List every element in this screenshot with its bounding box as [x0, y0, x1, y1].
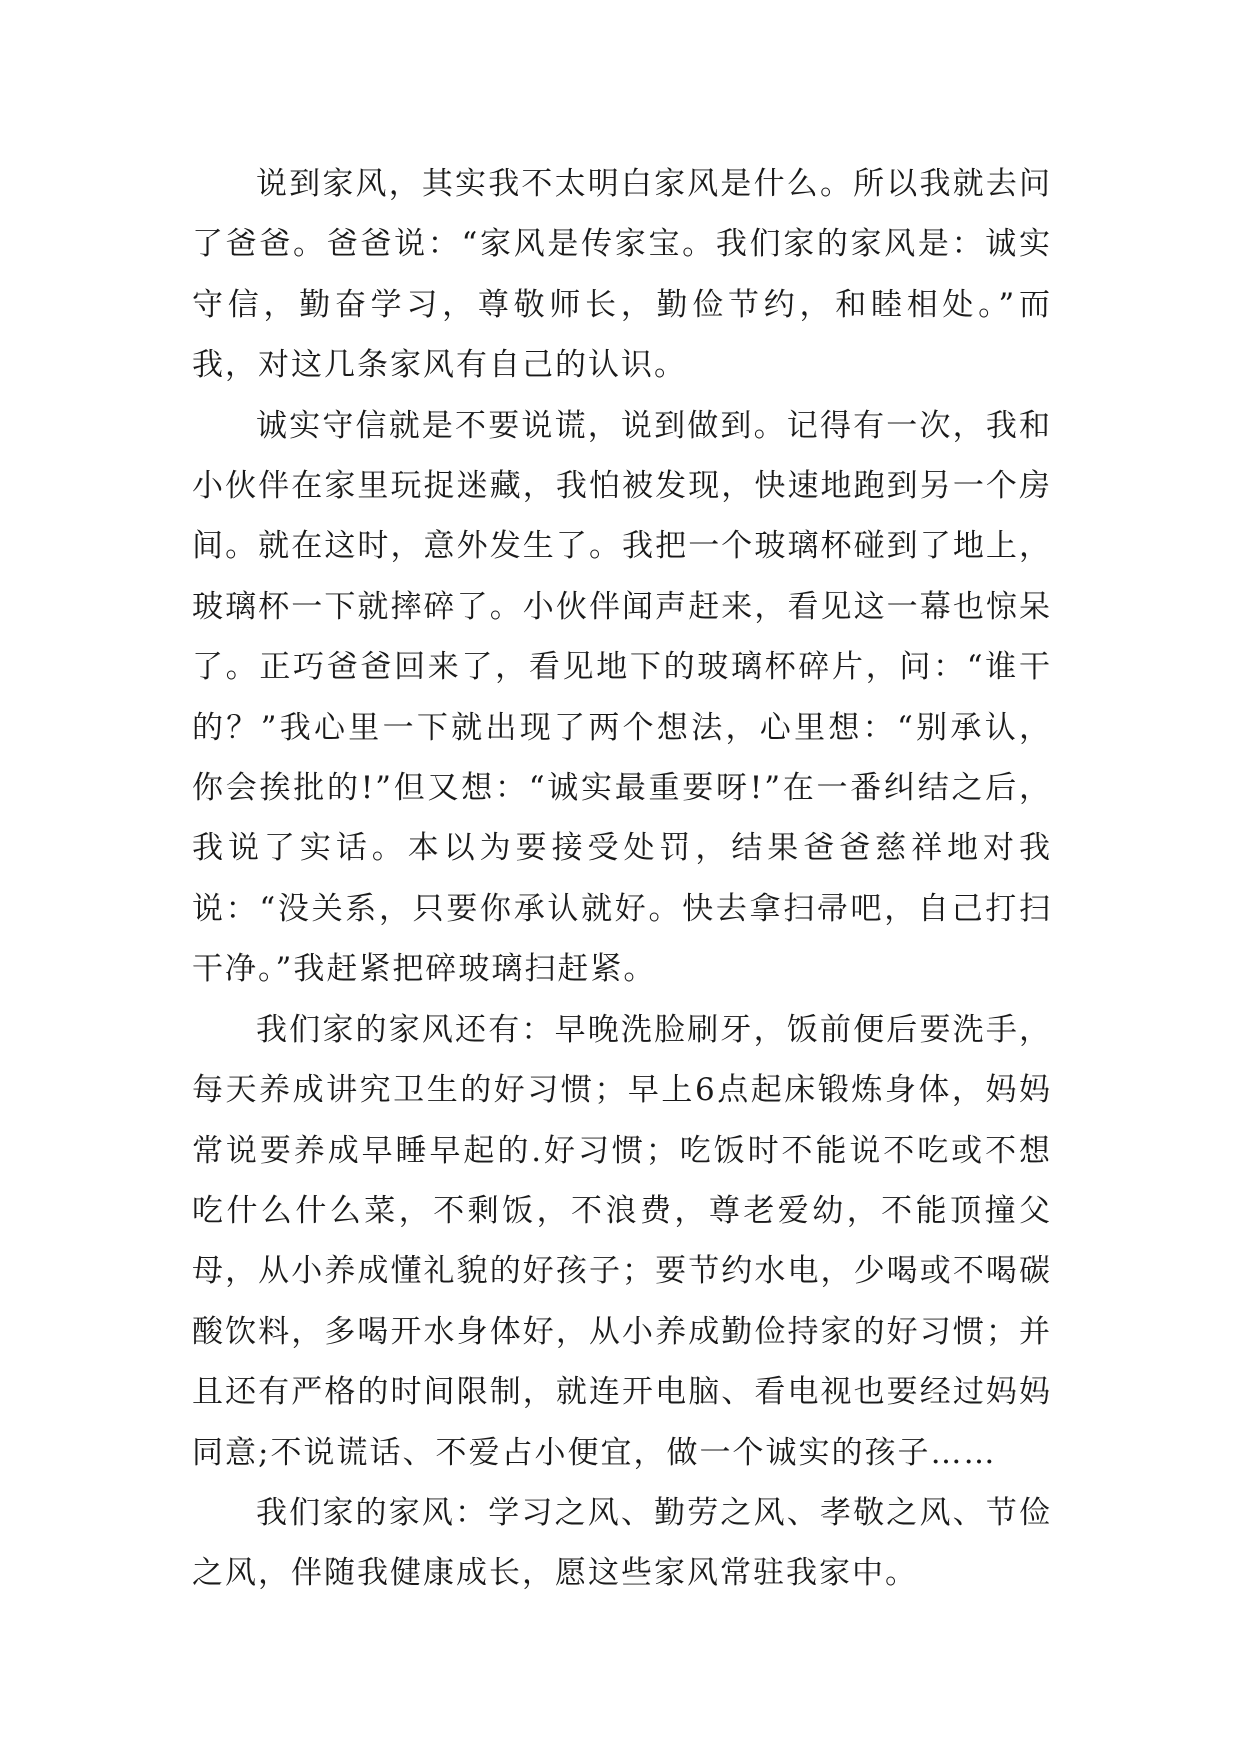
paragraph-1: 说到家风，其实我不太明白家风是什么。所以我就去问了爸爸。爸爸说：“家风是传家宝。我们家的家风是：诚实守信，勤奋学习，尊敬师长，勤俭节约，和睦相处。”而我，对这几条家风有自己的认识。 — [192, 166, 1052, 384]
paragraph-3: 我们家的家风还有：早晚洗脸刷牙，饭前便后要洗手，每天养成讲究卫生的好习惯；早上6点起床锻炼身体，妈妈常说要养成早睡早起的.好习惯；吃饭时不能说不吃或不想吃什么什么菜，不剩饭，不浪费，尊老爱幼，不能顶撞父母，从小养成懂礼貌的好孩子；要节约水电，少喝或不喝碳酸饮料，多喝开水身体好，从小养成勤俭持家的好习惯；并且还有严格的时间限制，就连开电脑、看电视也要经过妈妈同意;不说谎话、不爱占小便宜，做一个诚实的孩子…… — [192, 1011, 1052, 1471]
paragraph-2: 诚实守信就是不要说谎，说到做到。记得有一次，我和小伙伴在家里玩捉迷藏，我怕被发现，快速地跑到另一个房间。就在这时，意外发生了。我把一个玻璃杯碰到了地上，玻璃杯一下就摔碎了。小伙伴闻声赶来，看见这一幕也惊呆了。正巧爸爸回来了，看见地下的玻璃杯碎片，问：“谁干的？”我心里一下就出现了两个想法，心里想：“别承认，你会挨批的!”但又想：“诚实最重要呀!”在一番纠结之后，我说了实话。本以为要接受处罚，结果爸爸慈祥地对我说：“没关系，只要你承认就好。快去拿扫帚吧，自己打扫干净。”我赶紧把碎玻璃扫赶紧。 — [192, 407, 1052, 988]
document-page — [192, 154, 1052, 1604]
paragraph-4: 我们家的家风：学习之风、勤劳之风、孝敬之风、节俭之风，伴随我健康成长，愿这些家风常驻我家中。 — [192, 1494, 1052, 1592]
